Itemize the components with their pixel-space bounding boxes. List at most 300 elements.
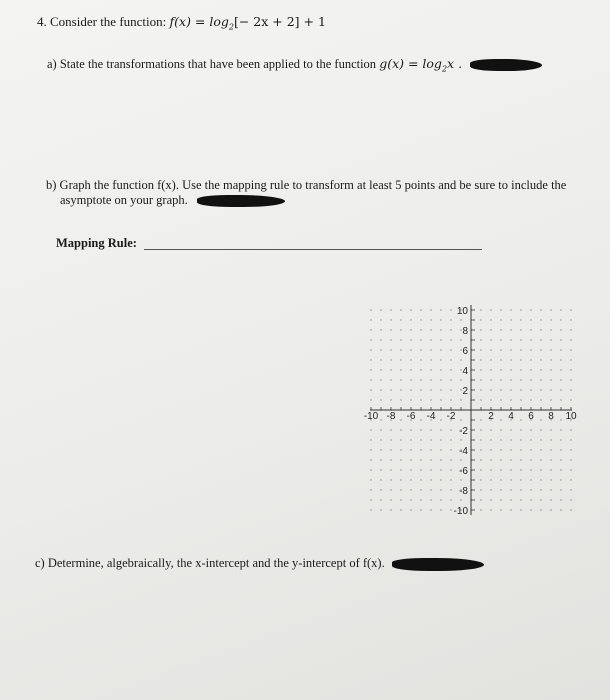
grid-dot (510, 329, 511, 330)
grid-dot (520, 489, 521, 490)
grid-dot (540, 419, 541, 420)
grid-dot (450, 439, 451, 440)
grid-dot (500, 309, 501, 310)
grid-dot (390, 479, 391, 480)
grid-dot (440, 389, 441, 390)
grid-dot (560, 349, 561, 350)
x-tick-label: -6 (406, 411, 416, 422)
grid-dot (480, 419, 481, 420)
grid-dot (520, 349, 521, 350)
grid-dot (460, 399, 461, 400)
redaction-mark (197, 195, 285, 207)
grid-dot (550, 489, 551, 490)
grid-dot (390, 379, 391, 380)
grid-dot (400, 329, 401, 330)
grid-dot (380, 399, 381, 400)
grid-dot (370, 349, 371, 350)
part-b-line-2: asymptote on your graph. (60, 193, 188, 207)
x-tick-label: 4 (508, 411, 514, 422)
grid-dot (530, 349, 531, 350)
grid-dot (400, 509, 401, 510)
grid-dot (550, 339, 551, 340)
grid-dot (410, 369, 411, 370)
grid-dot (500, 499, 501, 500)
grid-dot (460, 419, 461, 420)
y-tick-label: 8 (462, 326, 468, 337)
grid-dot (430, 369, 431, 370)
grid-dot (420, 489, 421, 490)
grid-dot (430, 349, 431, 350)
grid-dot (430, 509, 431, 510)
grid-dot (420, 329, 421, 330)
grid-dot (500, 509, 501, 510)
grid-dot (530, 329, 531, 330)
grid-dot (430, 499, 431, 500)
grid-dot (520, 399, 521, 400)
grid-dot (550, 379, 551, 380)
grid-dot (540, 399, 541, 400)
grid-dot (480, 489, 481, 490)
grid-dot (450, 369, 451, 370)
grid-dot (460, 499, 461, 500)
grid-dot (530, 489, 531, 490)
grid-dot (380, 499, 381, 500)
grid-dot (440, 359, 441, 360)
grid-dot (550, 359, 551, 360)
grid-dot (500, 359, 501, 360)
grid-dot (460, 439, 461, 440)
grid-dot (520, 479, 521, 480)
grid-dot (500, 399, 501, 400)
grid-dot (400, 379, 401, 380)
grid-dot (370, 389, 371, 390)
grid-dot (440, 349, 441, 350)
grid-dot (400, 309, 401, 310)
grid-dot (410, 469, 411, 470)
grid-dot (490, 339, 491, 340)
grid-dot (570, 499, 571, 500)
y-tick-label: -6 (459, 466, 468, 477)
grid-dot (390, 319, 391, 320)
grid-dot (440, 509, 441, 510)
grid-dot (370, 489, 371, 490)
grid-dot (560, 469, 561, 470)
grid-dot (530, 509, 531, 510)
grid-dot (450, 429, 451, 430)
grid-dot (500, 339, 501, 340)
grid-dot (400, 389, 401, 390)
grid-dot (410, 509, 411, 510)
parent-function: $g(x) = \log_2x$ . (379, 56, 463, 74)
grid-dot (530, 469, 531, 470)
redaction-mark (470, 59, 542, 71)
grid-dot (370, 499, 371, 500)
grid-dot (510, 379, 511, 380)
mapping-rule-label: Mapping Rule: (56, 236, 137, 250)
grid-dot (420, 349, 421, 350)
grid-dot (420, 449, 421, 450)
grid-dot (390, 349, 391, 350)
grid-dot (510, 429, 511, 430)
grid-dot (540, 499, 541, 500)
grid-dot (500, 379, 501, 380)
grid-dot (520, 459, 521, 460)
grid-dot (370, 459, 371, 460)
grid-dot (550, 499, 551, 500)
grid-dot (380, 439, 381, 440)
grid-dot (520, 499, 521, 500)
grid-dot (500, 369, 501, 370)
grid-dot (410, 449, 411, 450)
grid-dot (490, 499, 491, 500)
grid-dot (480, 499, 481, 500)
grid-dot (390, 339, 391, 340)
grid-dot (530, 359, 531, 360)
grid-dot (370, 339, 371, 340)
grid-dot (420, 509, 421, 510)
grid-dot (370, 369, 371, 370)
grid-dot (500, 459, 501, 460)
grid-dot (490, 389, 491, 390)
grid-dot (450, 499, 451, 500)
grid-dot (560, 389, 561, 390)
grid-dot (400, 499, 401, 500)
grid-dot (430, 319, 431, 320)
grid-dot (380, 429, 381, 430)
grid-dot (560, 319, 561, 320)
grid-dot (430, 429, 431, 430)
grid-dot (480, 379, 481, 380)
grid-dot (510, 399, 511, 400)
grid-dot (450, 459, 451, 460)
grid-dot (500, 389, 501, 390)
grid-dot (540, 379, 541, 380)
grid-dot (550, 319, 551, 320)
grid-dot (530, 449, 531, 450)
grid-dot (400, 469, 401, 470)
grid-dot (430, 449, 431, 450)
grid-dot (520, 419, 521, 420)
grid-dot (520, 469, 521, 470)
grid-dot (390, 499, 391, 500)
grid-dot (530, 339, 531, 340)
grid-dot (560, 499, 561, 500)
grid-dot (510, 459, 511, 460)
grid-dot (540, 359, 541, 360)
grid-dot (430, 389, 431, 390)
grid-dot (380, 309, 381, 310)
y-tick-label: 10 (456, 306, 468, 317)
x-tick-label: 10 (565, 411, 577, 422)
grid-dot (550, 509, 551, 510)
grid-dot (500, 329, 501, 330)
grid-dot (370, 429, 371, 430)
grid-dot (520, 359, 521, 360)
grid-dot (490, 439, 491, 440)
grid-dot (380, 369, 381, 370)
grid-dot (390, 389, 391, 390)
grid-dot (530, 479, 531, 480)
grid-dot (570, 329, 571, 330)
grid-dot (530, 379, 531, 380)
grid-dot (400, 489, 401, 490)
y-axis-tick-labels (454, 306, 469, 517)
grid-dot (460, 339, 461, 340)
grid-dot (370, 449, 371, 450)
grid-dot (480, 329, 481, 330)
grid-dot (440, 499, 441, 500)
grid-dot (550, 459, 551, 460)
grid-dot (510, 339, 511, 340)
grid-dot (430, 479, 431, 480)
grid-dot (420, 499, 421, 500)
grid-dot (530, 439, 531, 440)
grid-dot (370, 359, 371, 360)
grid-dot (480, 509, 481, 510)
grid-dot (420, 319, 421, 320)
grid-dot (510, 509, 511, 510)
grid-dot (540, 469, 541, 470)
grid-dot (550, 389, 551, 390)
grid-dot (370, 329, 371, 330)
grid-dot (540, 369, 541, 370)
grid-dot (450, 379, 451, 380)
grid-dot (450, 479, 451, 480)
grid-dot (440, 459, 441, 460)
grid-dot (450, 349, 451, 350)
grid-dot (430, 339, 431, 340)
grid-dot (450, 489, 451, 490)
grid-dot (400, 419, 401, 420)
grid-dot (530, 399, 531, 400)
grid-dot (490, 449, 491, 450)
grid-dot (480, 469, 481, 470)
grid-dot (490, 359, 491, 360)
grid-dot (520, 309, 521, 310)
grid-dot (370, 309, 371, 310)
grid-dot (540, 439, 541, 440)
grid-dot (420, 379, 421, 380)
question-number-label: 4. Consider the function: (37, 14, 167, 29)
grid-dot (570, 379, 571, 380)
grid-dot (550, 479, 551, 480)
grid-dot (490, 479, 491, 480)
grid-dot (460, 379, 461, 380)
x-tick-label: -2 (446, 411, 456, 422)
grid-dot (560, 339, 561, 340)
question-title (37, 14, 326, 32)
grid-dot (530, 369, 531, 370)
grid-dot (550, 329, 551, 330)
grid-dot (520, 369, 521, 370)
grid-dot (410, 339, 411, 340)
grid-dot (490, 319, 491, 320)
grid-dot (400, 449, 401, 450)
grid-dot (520, 379, 521, 380)
grid-dot (480, 369, 481, 370)
part-a-label: a) State the transformations that have been applied to the function (47, 57, 377, 71)
grid-dot (570, 369, 571, 370)
grid-dot (450, 339, 451, 340)
grid-dot (400, 399, 401, 400)
y-tick-label: -8 (459, 486, 468, 497)
grid-dot (410, 499, 411, 500)
grid-dot (560, 449, 561, 450)
coordinate-grid[interactable] (360, 297, 582, 523)
grid-dot (490, 469, 491, 470)
grid-dot (550, 469, 551, 470)
grid-dot (520, 389, 521, 390)
grid-dot (510, 499, 511, 500)
grid-dot (520, 509, 521, 510)
grid-dot (510, 359, 511, 360)
grid-dot (430, 459, 431, 460)
grid-dot (430, 329, 431, 330)
grid-dot (500, 319, 501, 320)
grid-dot (380, 389, 381, 390)
grid-dot (500, 489, 501, 490)
y-tick-label: -4 (459, 446, 468, 457)
grid-dot (570, 459, 571, 460)
grid-dot (520, 329, 521, 330)
grid-dot (550, 449, 551, 450)
grid-dot (410, 429, 411, 430)
x-tick-label: -4 (426, 411, 436, 422)
grid-dot (430, 379, 431, 380)
grid-dot (460, 359, 461, 360)
grid-dot (400, 439, 401, 440)
grid-dot (560, 439, 561, 440)
grid-dot (480, 319, 481, 320)
grid-dot (510, 469, 511, 470)
grid-dot (550, 399, 551, 400)
grid-dot (410, 319, 411, 320)
grid-dot (450, 319, 451, 320)
y-tick-label: -2 (459, 426, 468, 437)
grid-dot (420, 359, 421, 360)
part-c (35, 556, 484, 571)
grid-dot (400, 479, 401, 480)
grid-dot (440, 339, 441, 340)
grid-dot (560, 309, 561, 310)
grid-dot (440, 419, 441, 420)
grid-dot (390, 489, 391, 490)
grid-dot (450, 449, 451, 450)
grid-dot (560, 459, 561, 460)
grid-dot (400, 339, 401, 340)
grid-dot (450, 469, 451, 470)
grid-dot (510, 389, 511, 390)
grid-dot (440, 369, 441, 370)
part-c-label: c) Determine, algebraically, the x-intercept and the y-intercept of f(x). (35, 556, 385, 570)
grid-dot (390, 449, 391, 450)
part-a (47, 56, 542, 74)
x-tick-label: -8 (386, 411, 396, 422)
grid-dot (540, 429, 541, 430)
grid-dot (390, 359, 391, 360)
grid-dot (490, 509, 491, 510)
grid-dot (460, 459, 461, 460)
y-tick-label: -10 (453, 506, 468, 517)
grid-dot (520, 439, 521, 440)
axes (370, 305, 572, 515)
grid-dot (490, 379, 491, 380)
grid-dot (480, 399, 481, 400)
grid-dot (420, 419, 421, 420)
grid-dot (560, 379, 561, 380)
grid-dot (410, 379, 411, 380)
grid-dot (560, 359, 561, 360)
grid-dot (570, 469, 571, 470)
grid-dot (410, 329, 411, 330)
grid-dot (430, 309, 431, 310)
grid-dot (570, 359, 571, 360)
grid-dot (500, 439, 501, 440)
grid-dot (510, 489, 511, 490)
grid-dot (490, 349, 491, 350)
grid-dot (540, 509, 541, 510)
grid-dot (420, 479, 421, 480)
grid-dot (500, 429, 501, 430)
y-tick-label: 2 (462, 386, 468, 397)
grid-dot (370, 479, 371, 480)
grid-dot (420, 309, 421, 310)
grid-dot (380, 509, 381, 510)
grid-dot (550, 429, 551, 430)
grid-dot (480, 359, 481, 360)
grid-dot (380, 329, 381, 330)
grid-dot (440, 309, 441, 310)
grid-dot (440, 479, 441, 480)
grid-dot (450, 399, 451, 400)
grid-dot (380, 349, 381, 350)
grid-dot (420, 469, 421, 470)
grid-dot (500, 349, 501, 350)
grid-dot (500, 479, 501, 480)
grid-dot (520, 319, 521, 320)
grid-dot (550, 309, 551, 310)
grid-dot (410, 439, 411, 440)
grid-dot (490, 369, 491, 370)
grid-dot (490, 459, 491, 460)
grid-dot (410, 489, 411, 490)
function-definition: $f(x) = \log_2[- 2x + 2] + 1$ (169, 14, 326, 32)
grid-dot (400, 459, 401, 460)
grid-dot (560, 419, 561, 420)
grid-dot (550, 349, 551, 350)
x-axis-tick-labels (364, 411, 577, 422)
grid-dot (410, 309, 411, 310)
x-tick-label: 6 (528, 411, 534, 422)
grid-dot (550, 369, 551, 370)
grid-dot (370, 439, 371, 440)
grid-dot (480, 459, 481, 460)
grid-dot (380, 419, 381, 420)
grid-dot (420, 369, 421, 370)
grid-dot (560, 429, 561, 430)
mapping-rule-answer-line[interactable] (144, 249, 482, 250)
grid-dot (380, 359, 381, 360)
grid-dot (380, 459, 381, 460)
grid-dot (570, 439, 571, 440)
x-tick-label: 2 (488, 411, 494, 422)
grid-dot (390, 369, 391, 370)
grid-dot (390, 429, 391, 430)
grid-dot (500, 419, 501, 420)
grid-dot (420, 459, 421, 460)
grid-dot (460, 319, 461, 320)
grid-dot (440, 429, 441, 430)
